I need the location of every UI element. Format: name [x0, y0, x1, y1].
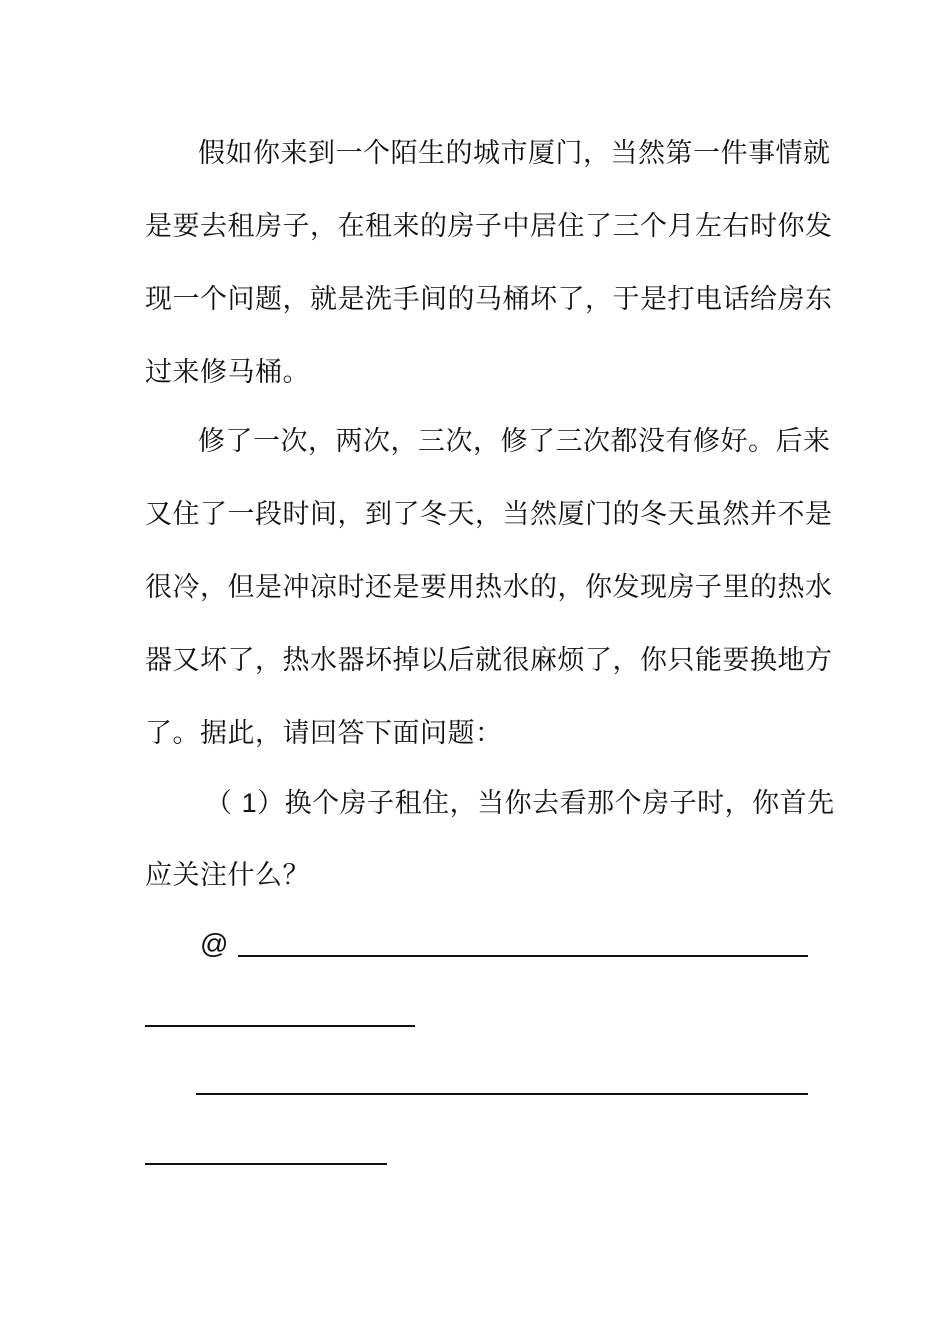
paragraph-1-line-3: 现一个问题，就是洗手间的马桶坏了，于是打电话给房东	[145, 284, 833, 315]
paragraph-1-line-1: 假如你来到一个陌生的城市厦门，当然第一件事情就	[198, 138, 831, 169]
answer-blank-line-3[interactable]	[196, 1093, 808, 1095]
paragraph-2-line-5: 了。据此，请回答下面问题：	[145, 718, 503, 749]
paragraph-2-line-1: 修了一次，两次，三次，修了三次都没有修好。后来	[198, 426, 831, 457]
answer-blank-line-1[interactable]	[238, 955, 808, 957]
question-text: ）换个房子租住，当你去看那个房子时，你首先	[257, 788, 835, 819]
answer-blank-line-2[interactable]	[145, 1025, 415, 1027]
answer-marker: @	[200, 928, 229, 959]
paragraph-1-line-2: 是要去租房子，在租来的房子中居住了三个月左右时你发	[145, 211, 833, 242]
question-open-paren: （	[205, 788, 242, 819]
answer-blank-line-4[interactable]	[145, 1163, 387, 1165]
question-1-line-1	[205, 785, 835, 822]
question-1-line-2: 应关注什么？	[145, 860, 310, 891]
paragraph-2-line-3: 很冷，但是冲凉时还是要用热水的，你发现房子里的热水	[145, 572, 833, 603]
paragraph-2-line-2: 又住了一段时间，到了冬天，当然厦门的冬天虽然并不是	[145, 499, 833, 530]
question-number: 1	[241, 788, 258, 818]
paragraph-2-line-4: 器又坏了，热水器坏掉以后就很麻烦了，你只能要换地方	[145, 645, 833, 676]
paragraph-1-line-4: 过来修马桶。	[145, 357, 310, 388]
